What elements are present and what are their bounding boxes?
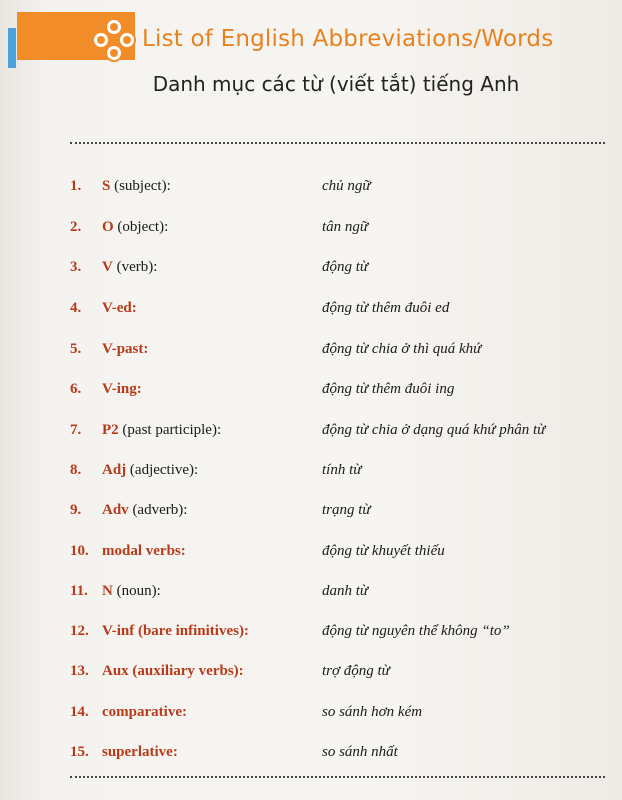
item-meaning: động từ chia ở thì quá khứ bbox=[322, 341, 482, 357]
item-meaning: động từ bbox=[322, 259, 369, 275]
item-meaning: động từ khuyết thiếu bbox=[322, 543, 445, 559]
item-term: modal verbs: bbox=[102, 543, 186, 559]
item-meaning: động từ chia ở dạng quá khứ phân từ bbox=[322, 422, 546, 438]
item-number: 2. bbox=[70, 219, 82, 235]
list-item bbox=[0, 259, 622, 289]
item-number: 13. bbox=[70, 663, 89, 679]
list-item bbox=[0, 502, 622, 532]
item-term: V-ing: bbox=[102, 381, 142, 397]
list-item bbox=[0, 178, 622, 208]
item-term: Adv (adverb): bbox=[102, 502, 188, 518]
flower-icon bbox=[92, 18, 136, 62]
item-number: 3. bbox=[70, 259, 82, 275]
item-meaning: chủ ngữ bbox=[322, 178, 371, 194]
item-meaning: tân ngữ bbox=[322, 219, 369, 235]
item-term: S (subject): bbox=[102, 178, 171, 194]
item-meaning: động từ nguyên thể không “to” bbox=[322, 623, 510, 639]
item-number: 11. bbox=[70, 583, 88, 599]
item-number: 8. bbox=[70, 462, 82, 478]
list-item bbox=[0, 462, 622, 492]
top-dotted-divider bbox=[70, 142, 605, 144]
item-term: V-inf (bare infinitives): bbox=[102, 623, 249, 639]
item-number: 14. bbox=[70, 704, 89, 720]
item-meaning: động từ thêm đuôi ed bbox=[322, 300, 450, 316]
item-number: 12. bbox=[70, 623, 89, 639]
item-meaning: tính từ bbox=[322, 462, 362, 478]
item-meaning: động từ thêm đuôi ing bbox=[322, 381, 455, 397]
item-meaning: so sánh hơn kém bbox=[322, 704, 423, 720]
list-item bbox=[0, 381, 622, 411]
list-item bbox=[0, 744, 622, 774]
item-term: Aux (auxiliary verbs): bbox=[102, 663, 244, 679]
list-item bbox=[0, 583, 622, 613]
bottom-dotted-divider bbox=[70, 776, 605, 778]
item-meaning: trạng từ bbox=[322, 502, 371, 518]
item-number: 10. bbox=[70, 543, 89, 559]
blue-edge-stripe bbox=[8, 28, 16, 68]
item-term: V (verb): bbox=[102, 259, 158, 275]
item-number: 9. bbox=[70, 502, 82, 518]
item-number: 7. bbox=[70, 422, 82, 438]
list-item bbox=[0, 422, 622, 452]
item-term: superlative: bbox=[102, 744, 178, 760]
item-number: 6. bbox=[70, 381, 82, 397]
item-term: Adj (adjective): bbox=[102, 462, 199, 478]
list-item bbox=[0, 623, 622, 653]
list-item bbox=[0, 300, 622, 330]
item-meaning: danh từ bbox=[322, 583, 369, 599]
item-meaning: trợ động từ bbox=[322, 663, 390, 679]
list-item bbox=[0, 663, 622, 693]
item-number: 1. bbox=[70, 178, 82, 194]
item-term: P2 (past participle): bbox=[102, 422, 222, 438]
item-meaning: so sánh nhất bbox=[322, 744, 398, 760]
item-term: comparative: bbox=[102, 704, 187, 720]
item-term: V-ed: bbox=[102, 300, 137, 316]
page-subtitle: Danh mục các từ (viết tắt) tiếng Anh bbox=[152, 72, 520, 96]
list-item bbox=[0, 543, 622, 573]
item-term: N (noun): bbox=[102, 583, 161, 599]
list-item bbox=[0, 341, 622, 371]
item-number: 15. bbox=[70, 744, 89, 760]
item-number: 4. bbox=[70, 300, 82, 316]
page-title: List of English Abbreviations/Words bbox=[142, 26, 554, 52]
item-number: 5. bbox=[70, 341, 82, 357]
list-item bbox=[0, 704, 622, 734]
item-term: O (object): bbox=[102, 219, 169, 235]
list-item bbox=[0, 219, 622, 249]
item-term: V-past: bbox=[102, 341, 149, 357]
